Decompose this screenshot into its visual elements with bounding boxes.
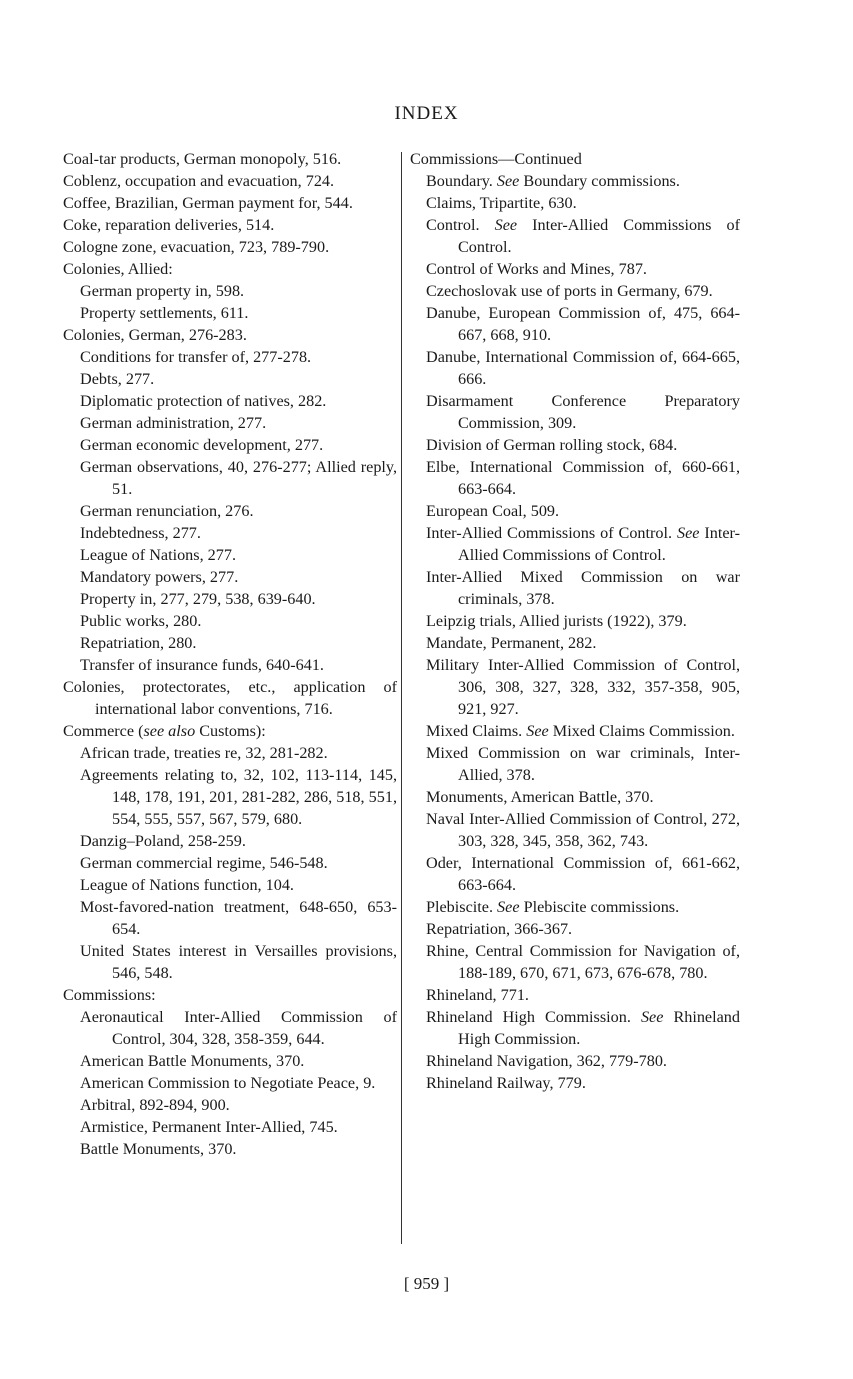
index-entry <box>63 720 397 742</box>
entry-text: Plebiscite commissions. <box>519 898 680 916</box>
index-entry <box>63 896 397 940</box>
entry-text: Elbe, International Commission of, 660-661, 663-664. <box>426 458 740 498</box>
index-entry <box>410 346 740 390</box>
index-entry <box>63 632 397 654</box>
index-entry <box>63 544 397 566</box>
entry-text: United States interest in Versailles provisions, 546, 548. <box>80 942 397 982</box>
entry-text: League of Nations function, 104. <box>80 876 294 894</box>
entry-text: Division of German rolling stock, 684. <box>426 436 678 454</box>
entry-text: Czechoslovak use of ports in Germany, 679. <box>426 282 713 300</box>
entry-text: Control of Works and Mines, 787. <box>426 260 647 278</box>
entry-text: Arbitral, 892-894, 900. <box>80 1096 230 1114</box>
entry-text: Inter-Allied Commissions of Control. <box>426 524 677 542</box>
index-entry <box>63 1050 397 1072</box>
index-entry <box>63 1138 397 1160</box>
entry-text: Transfer of insurance funds, 640-641. <box>80 656 324 674</box>
entry-text: German commercial regime, 546-548. <box>80 854 328 872</box>
index-entry <box>410 654 740 720</box>
entry-text: Naval Inter-Allied Commission of Control, 272, 303, 328, 345, 358, 362, 743. <box>426 810 740 850</box>
entry-text: Battle Monuments, 370. <box>80 1140 237 1158</box>
index-entry <box>63 852 397 874</box>
entry-text: Rhineland Railway, 779. <box>426 1074 586 1092</box>
index-entry <box>410 1050 740 1072</box>
index-entry <box>410 918 740 940</box>
index-entry <box>410 610 740 632</box>
entry-text: Colonies, Allied: <box>63 260 173 278</box>
index-entry <box>410 192 740 214</box>
entry-text: Commerce ( <box>63 722 144 740</box>
page-title: INDEX <box>394 103 459 124</box>
index-entry <box>63 610 397 632</box>
entry-text: Plebiscite. <box>426 898 498 916</box>
entry-text: Oder, International Commission of, 661-662, 663-664. <box>426 854 740 894</box>
entry-text: Monuments, American Battle, 370. <box>426 788 654 806</box>
entry-text: Rhineland High Commission. <box>426 1008 641 1026</box>
index-entry <box>410 742 740 786</box>
index-column-left <box>63 148 397 1160</box>
index-entry <box>410 984 740 1006</box>
see-reference: See <box>497 898 520 916</box>
index-entry <box>410 522 740 566</box>
entry-text: Indebtedness, 277. <box>80 524 201 542</box>
see-reference: See <box>496 172 520 190</box>
entry-text: Customs): <box>195 722 266 740</box>
index-entry <box>410 632 740 654</box>
entry-text: Mixed Commission on war criminals, Inter-Allied, 378. <box>426 744 740 784</box>
index-entry <box>63 412 397 434</box>
entry-text: Armistice, Permanent Inter-Allied, 745. <box>80 1118 338 1136</box>
entry-text: Most-favored-nation treatment, 648-650, 653-654. <box>80 898 397 938</box>
index-entry <box>63 984 397 1006</box>
entry-text: Colonies, German, 276-283. <box>63 326 247 344</box>
entry-text: Public works, 280. <box>80 612 202 630</box>
entry-text: Boundary. <box>426 172 497 190</box>
index-entry <box>63 764 397 830</box>
index-entry <box>63 258 397 280</box>
index-entry <box>63 1006 397 1050</box>
entry-text: Leipzig trials, Allied jurists (1922), 379. <box>426 612 687 630</box>
entry-text: Property settlements, 611. <box>80 304 249 322</box>
index-entry <box>63 676 397 720</box>
see-reference: See <box>676 524 700 542</box>
index-entry <box>63 500 397 522</box>
index-entry <box>410 896 740 918</box>
entry-text: African trade, treaties re, 32, 281-282. <box>80 744 328 762</box>
index-entry <box>410 1072 740 1094</box>
index-entry <box>410 148 740 170</box>
entry-text: Disarmament Conference Preparatory Commission, 309. <box>426 392 740 432</box>
index-entry <box>410 500 740 522</box>
index-entry <box>63 830 397 852</box>
entry-text: Coke, reparation deliveries, 514. <box>63 216 275 234</box>
page-number: [ 959 ] <box>403 1274 450 1293</box>
entry-text: Danzig–Poland, 258-259. <box>80 832 246 850</box>
entry-text: American Commission to Negotiate Peace, 9. <box>80 1074 376 1092</box>
index-entry <box>410 1006 740 1050</box>
see-reference: See <box>526 722 549 740</box>
index-entry <box>63 654 397 676</box>
index-entry <box>410 940 740 984</box>
entry-text: Boundary commissions. <box>519 172 680 190</box>
index-entry <box>63 1072 397 1094</box>
entry-text: Mixed Claims. <box>426 722 527 740</box>
index-entry <box>63 940 397 984</box>
entry-text: Repatriation, 366-367. <box>426 920 573 938</box>
entry-text: European Coal, 509. <box>426 502 560 520</box>
index-entry <box>63 456 397 500</box>
entry-text: Inter-Allied Commissions of Control. <box>458 216 740 256</box>
index-entry <box>410 566 740 610</box>
entry-text: League of Nations, 277. <box>80 546 236 564</box>
index-entry <box>410 390 740 434</box>
index-entry <box>410 456 740 500</box>
entry-text: Coffee, Brazilian, German payment for, 544. <box>63 194 353 212</box>
index-entry <box>63 390 397 412</box>
entry-text: German renunciation, 276. <box>80 502 254 520</box>
index-entry <box>410 170 740 192</box>
entry-text: Inter-Allied Commissions of Control. <box>458 524 741 564</box>
index-entry <box>63 302 397 324</box>
entry-text: Coblenz, occupation and evacuation, 724. <box>63 172 335 190</box>
index-entry <box>63 214 397 236</box>
index-entry <box>63 170 397 192</box>
entry-text: Cologne zone, evacuation, 723, 789-790. <box>63 238 330 256</box>
index-entry <box>410 434 740 456</box>
index-entry <box>63 280 397 302</box>
entry-text: Conditions for transfer of, 277-278. <box>80 348 312 366</box>
entry-text: Inter-Allied Mixed Commission on war criminals, 378. <box>426 568 740 608</box>
entry-text: Rhineland Navigation, 362, 779-780. <box>426 1052 667 1070</box>
entry-text: Rhineland, 771. <box>426 986 529 1004</box>
index-entry <box>63 192 397 214</box>
see-reference: See <box>494 216 518 234</box>
entry-text: Claims, Tripartite, 630. <box>426 194 577 212</box>
entry-text: German economic development, 277. <box>80 436 324 454</box>
index-entry <box>63 324 397 346</box>
entry-text: German administration, 277. <box>80 414 267 432</box>
entry-text: American Battle Monuments, 370. <box>80 1052 305 1070</box>
index-entry <box>63 346 397 368</box>
index-entry <box>410 786 740 808</box>
entry-text: Danube, International Commission of, 664-665, 666. <box>426 348 740 388</box>
index-entry <box>63 236 397 258</box>
entry-text: Debts, 277. <box>80 370 155 388</box>
entry-text: Commissions: <box>63 986 156 1004</box>
entry-text: Property in, 277, 279, 538, 639-640. <box>80 590 316 608</box>
entry-text: Diplomatic protection of natives, 282. <box>80 392 327 410</box>
index-entry <box>410 280 740 302</box>
index-entry <box>410 302 740 346</box>
entry-text: Rhineland High Commission. <box>458 1008 740 1048</box>
index-column-right <box>410 148 740 1094</box>
entry-text: Mixed Claims Commission. <box>548 722 735 740</box>
index-entry <box>410 720 740 742</box>
index-entry <box>63 566 397 588</box>
entry-text: Danube, European Commission of, 475, 664-667, 668, 910. <box>426 304 740 344</box>
entry-text: Commissions—Continued <box>410 150 582 168</box>
entry-text: German property in, 598. <box>80 282 245 300</box>
entry-text: Repatriation, 280. <box>80 634 197 652</box>
entry-text: Rhine, Central Commission for Navigation of, 188-189, 670, 671, 673, 676-678, 780. <box>426 942 740 982</box>
index-entry <box>410 214 740 258</box>
entry-text: Colonies, protectorates, etc., application of international labor conventions, 716. <box>63 678 397 718</box>
index-entry <box>63 742 397 764</box>
entry-text: Coal-tar products, German monopoly, 516. <box>63 150 342 168</box>
entry-text: Mandatory powers, 277. <box>80 568 239 586</box>
index-entry <box>63 1116 397 1138</box>
index-entry <box>63 434 397 456</box>
entry-text: Agreements relating to, 32, 102, 113-114, 145, 148, 178, 191, 201, 281-282, 286, 518, 551, 554, 555, 557, 567, 579, 680. <box>80 766 397 828</box>
entry-text: Military Inter-Allied Commission of Control, 306, 308, 327, 328, 332, 357-358, 905, 921, 927. <box>426 656 740 718</box>
entry-text: Aeronautical Inter-Allied Commission of Control, 304, 328, 358-359, 644. <box>80 1008 397 1048</box>
index-entry <box>63 148 397 170</box>
index-entry <box>63 1094 397 1116</box>
entry-text: Control. <box>426 216 495 234</box>
index-entry <box>410 852 740 896</box>
see-reference: see also <box>143 722 196 740</box>
entry-text: Mandate, Permanent, 282. <box>426 634 597 652</box>
entry-text: German observations, 40, 276-277; Allied reply, 51. <box>80 458 397 498</box>
index-entry <box>63 522 397 544</box>
index-entry <box>63 588 397 610</box>
index-entry <box>410 808 740 852</box>
column-divider <box>401 152 402 1244</box>
see-reference: See <box>640 1008 664 1026</box>
index-entry <box>63 368 397 390</box>
index-entry <box>63 874 397 896</box>
index-entry <box>410 258 740 280</box>
